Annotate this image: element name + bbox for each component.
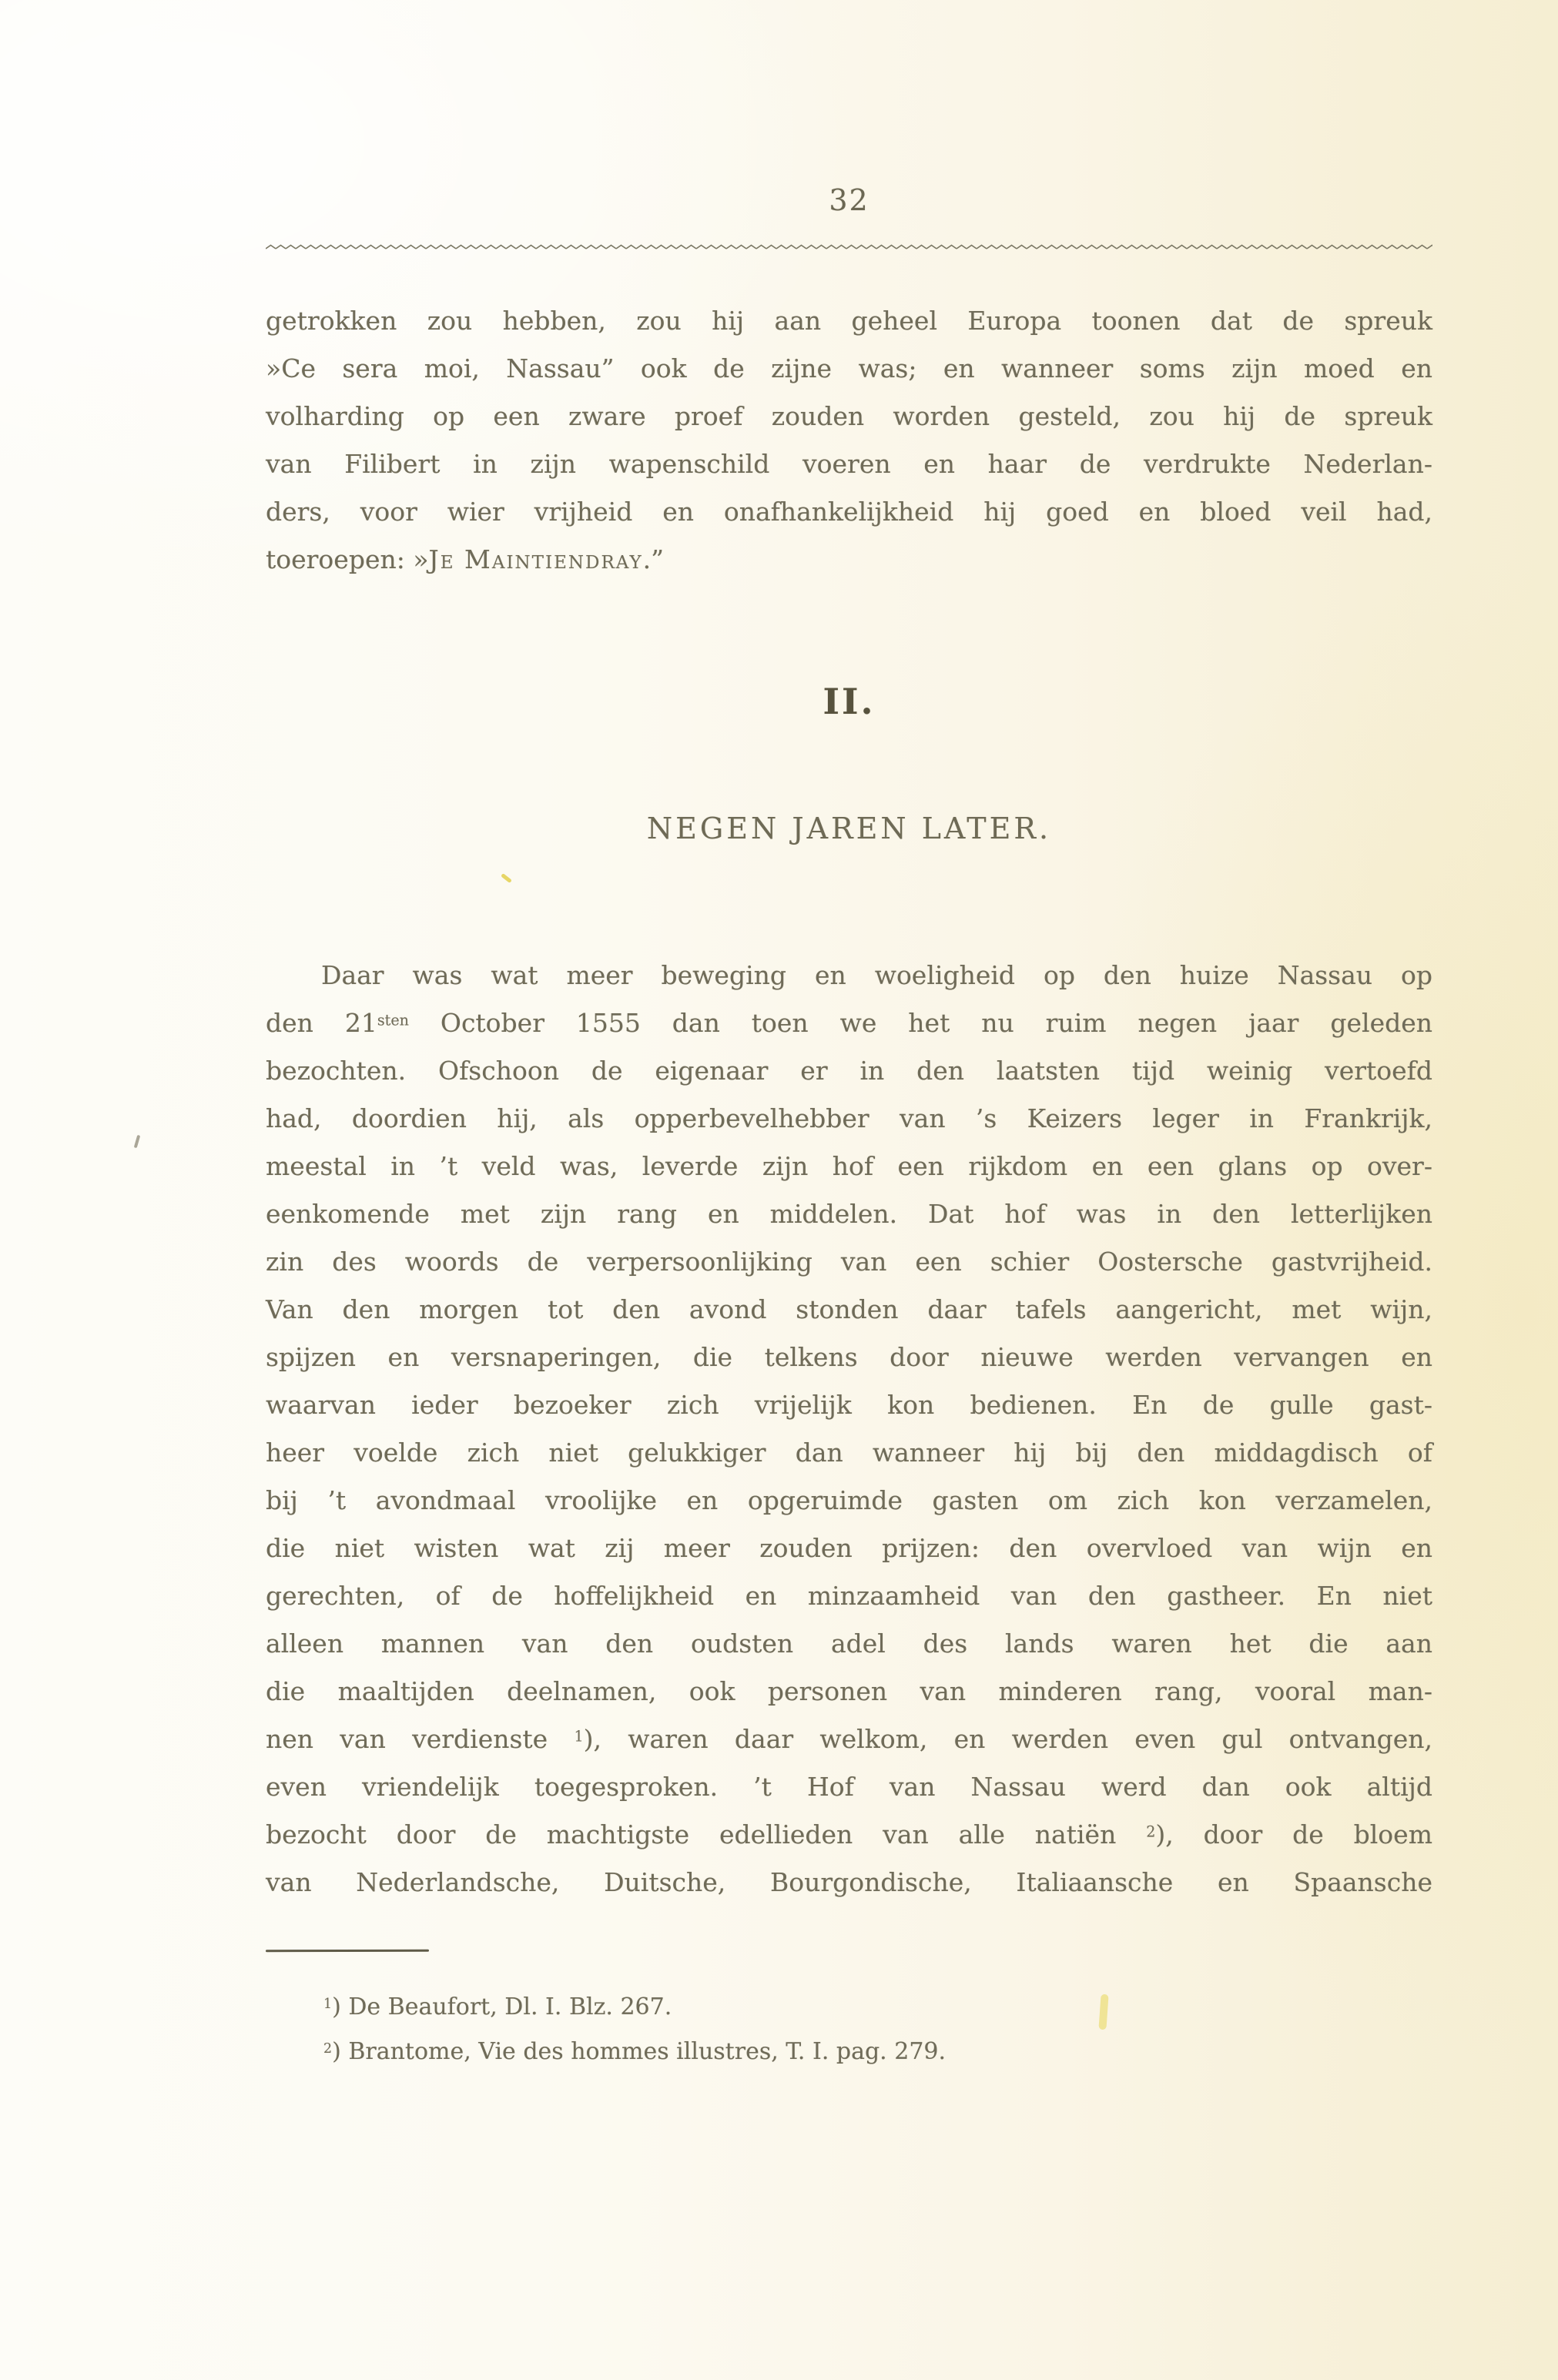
- text-line: van Nederlandsche, Duitsche, Bourgondische, Italiaansche en Spaansche: [266, 1867, 1432, 1897]
- text-line: spijzen en versnaperingen, die telkens door nieuwe werden vervangen en: [266, 1342, 1432, 1372]
- scan-artifact-tick: [134, 1135, 141, 1148]
- wavy-rule: [266, 242, 1432, 251]
- text-line: had, doordien hij, als opperbevelhebber van ’s Keizers leger in Frankrijk,: [266, 1103, 1432, 1133]
- text-line: ders, voor wier vrijheid en onafhankelijkheid hij goed en bloed veil had,: [266, 497, 1432, 527]
- text-line: bezochten. Ofschoon de eigenaar er in den laatsten tijd weinig vertoefd: [266, 1056, 1432, 1086]
- text-line: Daar was wat meer beweging en woeligheid op den huize Nassau op: [321, 960, 1432, 990]
- text-line: die maaltijden deelnamen, ook personen van minderen rang, vooral man-: [266, 1676, 1432, 1706]
- text-line: getrokken zou hebben, zou hij aan geheel Europa toonen dat de spreuk: [266, 306, 1432, 336]
- text-line: even vriendelijk toegesproken. ’t Hof van Nassau werd dan ook altijd: [266, 1772, 1432, 1802]
- footnotes: [323, 1985, 1325, 2074]
- text-line: zin des woords de verpersoonlijking van een schier Oostersche gastvrijheid.: [266, 1247, 1432, 1277]
- text-line: volharding op een zware proef zouden worden gesteld, zou hij de spreuk: [266, 401, 1432, 431]
- paragraph-2: [266, 952, 1432, 1906]
- text-line: heer voelde zich niet gelukkiger dan wanneer hij bij den middagdisch of: [266, 1438, 1432, 1468]
- text-line: $^2$) Brantome, Vie des hommes illustres, T. I. pag. 279.: [323, 2038, 947, 2065]
- text-line: den $21^{sten}$ October 1555 dan toen we het nu ruim negen jaar geleden: [266, 1008, 1432, 1038]
- text-line: $^1$) De Beaufort, Dl. I. Blz. 267.: [323, 1993, 672, 2020]
- text-line: eenkomende met zijn rang en middelen. Dat hof was in den letterlijken: [266, 1199, 1432, 1229]
- text-line: meestal in ’t veld was, leverde zijn hof een rijkdom en een glans op over-: [266, 1151, 1432, 1181]
- text-line: alleen mannen van den oudsten adel des lands waren het die aan: [266, 1629, 1432, 1659]
- page-number: 32: [829, 183, 869, 217]
- text-line: Van den morgen tot den avond stonden daar tafels aangericht, met wijn,: [266, 1294, 1432, 1324]
- text-line: gerechten, of de hoffelijkheid en minzaamheid van den gastheer. En niet: [266, 1581, 1432, 1611]
- text-line: van Filibert in zijn wapenschild voeren en haar de verdrukte Nederlan-: [266, 449, 1432, 479]
- chapter-number: II.: [823, 681, 876, 722]
- footnote-separator: [266, 1950, 429, 1953]
- text-line: »Ce sera moi, Nassau” ook de zijne was; en wanneer soms zijn moed en: [266, 353, 1432, 383]
- text-line: waarvan ieder bezoeker zich vrijelijk kon bedienen. En de gulle gast-: [266, 1390, 1432, 1420]
- text-line: bij ’t avondmaal vroolijke en opgeruimde gasten om zich kon verzamelen,: [266, 1485, 1432, 1515]
- paragraph-1: [266, 297, 1432, 584]
- scan-artifact-fleck: [501, 873, 512, 883]
- text-line: die niet wisten wat zij meer zouden prijzen: den overvloed van wijn en: [266, 1533, 1432, 1563]
- text-line: nen van verdienste $^1$), waren daar welkom, en werden even gul ontvangen,: [266, 1724, 1432, 1754]
- text-line: bezocht door de machtigste edellieden van alle natiën $^2$), door de bloem: [266, 1819, 1432, 1849]
- chapter-title: NEGEN JAREN LATER.: [646, 812, 1052, 845]
- text-line: toeroepen: »Je Maintiendray.”: [266, 544, 664, 574]
